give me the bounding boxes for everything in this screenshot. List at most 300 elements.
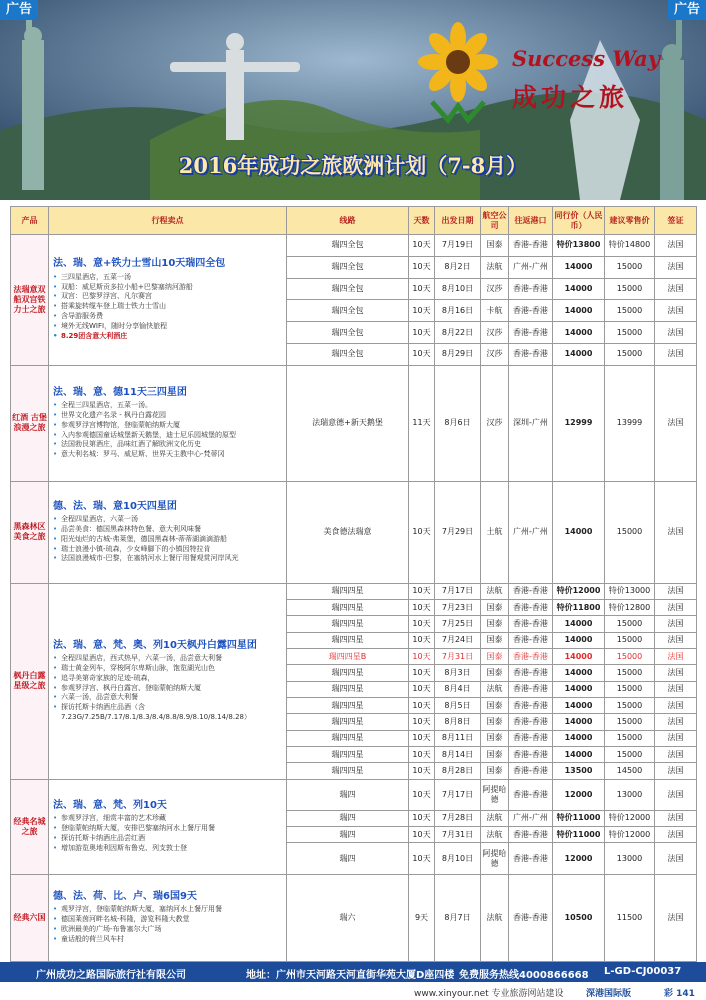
retail-cell: 特价12000 <box>605 810 655 826</box>
visa-cell: 法国 <box>655 730 697 746</box>
bullet-icon: • <box>53 401 58 410</box>
highlight-text: 双船：威尼斯贡多拉小船+巴黎塞纳河游船 <box>61 282 193 291</box>
visa-cell: 法国 <box>655 649 697 665</box>
airline-cell: 国泰 <box>481 616 509 632</box>
days-cell: 10天 <box>409 779 435 810</box>
table-row <box>11 365 697 481</box>
route-cell: 瑞四四星 <box>287 600 409 616</box>
days-cell: 10天 <box>409 300 435 322</box>
price-cell: 14000 <box>553 256 605 278</box>
bullet-icon: • <box>53 515 58 524</box>
highlight-item <box>53 332 282 342</box>
product-name: 经典六国 <box>11 874 49 961</box>
price-cell: 14000 <box>553 616 605 632</box>
footer-bar <box>0 962 706 982</box>
retail-cell: 特价14800 <box>605 235 655 257</box>
route-cell: 瑞四 <box>287 779 409 810</box>
company-name: 广州成功之路国际旅行社有限公司 <box>36 970 186 981</box>
date-cell: 7月17日 <box>435 779 481 810</box>
airline-cell: 国泰 <box>481 665 509 681</box>
highlight-text: 追寻美第奇家族的足迹-琉森， <box>61 673 155 682</box>
highlight-text: 瑞士浪漫小镇-琉森，少女峰脚下的小镇因特拉肯 <box>61 544 211 553</box>
port-cell: 香港-香港 <box>509 235 553 257</box>
highlight-text: 探访托斯卡纳酒庄品酒（含7.23G/7.25B/7.17/8.1/8.3/8.4/8.8/8.9/8.10/8.14/8.28） <box>61 703 251 721</box>
route-cell: 法瑞意德+新天鹅堡 <box>287 365 409 481</box>
airline-cell: 国泰 <box>481 763 509 779</box>
page-number: 彩 141 <box>664 989 695 999</box>
product-name: 红酒 古堡浪漫之旅 <box>11 365 49 481</box>
days-cell: 10天 <box>409 616 435 632</box>
price-cell: 特价11000 <box>553 810 605 826</box>
highlights-cell <box>49 235 287 366</box>
brand-name-en: Success Way <box>512 46 660 71</box>
highlight-text: 欧洲最美的广场-布鲁塞尔大广场 <box>61 925 162 934</box>
table-row <box>11 482 697 584</box>
port-cell: 香港-香港 <box>509 616 553 632</box>
highlight-text: 品尝美食：德国黑森林特色餐、意大利风味餐 <box>61 524 201 533</box>
highlight-text: 探访托斯卡纳酒庄品尝红酒 <box>61 833 145 842</box>
airline-cell: 法航 <box>481 583 509 599</box>
retail-cell: 15000 <box>605 665 655 681</box>
hotline: 免费服务热线4000866668 <box>459 970 589 981</box>
bullet-icon: • <box>53 663 58 672</box>
highlight-item <box>53 814 282 824</box>
retail-cell: 11500 <box>605 874 655 961</box>
price-cell: 特价12000 <box>553 583 605 599</box>
bullet-icon: • <box>53 814 58 823</box>
route-cell: 瑞四 <box>287 827 409 843</box>
highlights-title: 法、瑞、意+铁力士雪山10天瑞四全包 <box>53 258 226 270</box>
visa-cell: 法国 <box>655 235 697 257</box>
retail-cell: 15000 <box>605 322 655 344</box>
highlight-item <box>53 844 282 854</box>
bullet-icon: • <box>53 654 58 663</box>
product-name: 法瑞意双船双宫铁力士之旅 <box>11 235 49 366</box>
days-cell: 10天 <box>409 843 435 874</box>
header-port: 往返港口 <box>509 207 553 235</box>
visa-cell: 法国 <box>655 843 697 874</box>
route-cell: 瑞四 <box>287 843 409 874</box>
date-cell: 7月25日 <box>435 616 481 632</box>
port-cell: 香港-香港 <box>509 583 553 599</box>
route-cell: 美食德法瑞意 <box>287 482 409 584</box>
highlight-text: 意大利名城：罗马、威尼斯、世界天主教中心-梵蒂冈 <box>61 450 225 459</box>
retail-cell: 15000 <box>605 730 655 746</box>
days-cell: 10天 <box>409 665 435 681</box>
retail-cell: 15000 <box>605 632 655 648</box>
highlight-item <box>53 515 282 525</box>
retail-cell: 15000 <box>605 278 655 300</box>
highlight-item <box>53 525 282 535</box>
port-cell: 香港-香港 <box>509 763 553 779</box>
route-cell: 瑞四全包 <box>287 235 409 257</box>
header-highlights: 行程卖点 <box>49 207 287 235</box>
bullet-icon: • <box>53 524 58 533</box>
route-cell: 瑞四全包 <box>287 343 409 365</box>
bullet-icon: • <box>53 272 58 281</box>
visa-cell: 法国 <box>655 616 697 632</box>
highlight-text: 全程四星酒店，六菜一汤 <box>61 515 138 524</box>
product-name: 黑森林区美食之旅 <box>11 482 49 584</box>
bullet-icon: • <box>53 450 58 459</box>
plan-title: 2016年成功之旅欧洲计划（7-8月） <box>178 153 528 178</box>
highlight-item <box>53 273 282 283</box>
highlight-text: 双宫：巴黎罗浮宫、凡尔赛宫 <box>61 292 152 301</box>
days-cell: 10天 <box>409 746 435 762</box>
days-cell: 10天 <box>409 343 435 365</box>
bullet-icon: • <box>53 824 58 833</box>
days-cell: 10天 <box>409 827 435 843</box>
date-cell: 8月2日 <box>435 256 481 278</box>
highlight-item <box>53 654 282 664</box>
route-cell: 瑞四四星 <box>287 665 409 681</box>
airline-cell: 国泰 <box>481 730 509 746</box>
highlight-text: 观罗浮宫，登临蒙帕纳斯大厦，塞纳河水上餐厅用餐 <box>61 905 222 914</box>
date-cell: 7月31日 <box>435 827 481 843</box>
highlights-cell <box>49 482 287 584</box>
price-cell: 14000 <box>553 278 605 300</box>
website-text: www.xinyour.net 专业旅游网站建设 <box>414 989 564 999</box>
retail-cell: 15000 <box>605 482 655 584</box>
airline-cell: 阿提哈德 <box>481 779 509 810</box>
highlight-item <box>53 322 282 332</box>
port-cell: 深圳-广州 <box>509 365 553 481</box>
airline-cell: 国泰 <box>481 746 509 762</box>
highlight-text: 瑞士黄金列车，穿梭阿尔卑斯山脉，饱览湖光山色 <box>61 663 215 672</box>
bullet-icon: • <box>53 420 58 429</box>
port-cell: 香港-香港 <box>509 714 553 730</box>
highlight-item <box>53 554 282 564</box>
airline-cell: 国泰 <box>481 698 509 714</box>
header-airline: 航空公司 <box>481 207 509 235</box>
retail-cell: 15000 <box>605 649 655 665</box>
port-cell: 香港-香港 <box>509 730 553 746</box>
port-cell: 香港-香港 <box>509 665 553 681</box>
table-row <box>11 779 697 810</box>
port-cell: 香港-香港 <box>509 874 553 961</box>
route-cell: 瑞四四星 <box>287 763 409 779</box>
price-cell: 14000 <box>553 746 605 762</box>
route-cell: 瑞六 <box>287 874 409 961</box>
days-cell: 10天 <box>409 763 435 779</box>
highlight-item <box>53 421 282 431</box>
visa-cell: 法国 <box>655 482 697 584</box>
date-cell: 7月17日 <box>435 583 481 599</box>
port-cell: 香港-香港 <box>509 649 553 665</box>
retail-cell: 15000 <box>605 746 655 762</box>
bullet-icon: • <box>53 905 58 914</box>
date-cell: 8月8日 <box>435 714 481 730</box>
price-cell: 12999 <box>553 365 605 481</box>
highlights-title: 法、瑞、意、梵、奥、列10天枫丹白露四星团 <box>53 639 257 651</box>
highlight-item <box>53 664 282 674</box>
visa-cell: 法国 <box>655 746 697 762</box>
header-route: 线路 <box>287 207 409 235</box>
days-cell: 10天 <box>409 322 435 344</box>
route-cell: 瑞四四星 <box>287 698 409 714</box>
tour-body <box>11 235 697 962</box>
company-address: 地址：广州市天河路天河直街华苑大厦D座四楼 <box>246 970 455 981</box>
date-cell: 7月29日 <box>435 482 481 584</box>
visa-cell: 法国 <box>655 600 697 616</box>
days-cell: 10天 <box>409 649 435 665</box>
visa-cell: 法国 <box>655 365 697 481</box>
retail-cell: 特价12800 <box>605 600 655 616</box>
visa-cell: 法国 <box>655 779 697 810</box>
retail-cell: 15000 <box>605 616 655 632</box>
retail-cell: 13999 <box>605 365 655 481</box>
bullet-icon: • <box>53 321 58 330</box>
retail-cell: 14500 <box>605 763 655 779</box>
date-cell: 8月4日 <box>435 681 481 697</box>
price-cell: 14000 <box>553 300 605 322</box>
retail-cell: 特价13000 <box>605 583 655 599</box>
highlight-item <box>53 431 282 441</box>
price-cell: 特价11000 <box>553 827 605 843</box>
header-retail: 建议零售价 <box>605 207 655 235</box>
header-product: 产品 <box>11 207 49 235</box>
days-cell: 10天 <box>409 681 435 697</box>
ad-label-right: 广告 <box>668 0 706 20</box>
highlight-item <box>53 674 282 684</box>
port-cell: 香港-香港 <box>509 632 553 648</box>
highlight-item <box>53 935 282 945</box>
airline-cell: 国泰 <box>481 714 509 730</box>
banner <box>0 0 706 200</box>
airline-cell: 土航 <box>481 482 509 584</box>
highlight-text: 参观罗浮宫，细赏丰富的艺术珍藏 <box>61 814 166 823</box>
ad-label-left: 广告 <box>0 0 38 20</box>
highlights-title: 法、瑞、意、梵、列10天 <box>53 799 167 811</box>
highlights-title: 德、法、瑞、意10天四星团 <box>53 500 177 512</box>
visa-cell: 法国 <box>655 300 697 322</box>
highlight-text: 参观罗浮宫博物馆，登临蒙帕纳斯大厦 <box>61 420 180 429</box>
visa-cell: 法国 <box>655 256 697 278</box>
airline-cell: 国泰 <box>481 649 509 665</box>
airline-cell: 汉莎 <box>481 365 509 481</box>
route-cell: 瑞四全包 <box>287 278 409 300</box>
date-cell: 8月10日 <box>435 843 481 874</box>
visa-cell: 法国 <box>655 322 697 344</box>
highlight-item <box>53 411 282 421</box>
price-cell: 特价11800 <box>553 600 605 616</box>
edition-label: 深港国际版 <box>586 989 632 999</box>
bullet-icon: • <box>53 925 58 934</box>
highlight-text: 童话般的荷兰风车村 <box>61 934 124 943</box>
port-cell: 香港-香港 <box>509 300 553 322</box>
retail-cell: 15000 <box>605 681 655 697</box>
bullet-icon: • <box>53 411 58 420</box>
date-cell: 7月31日 <box>435 649 481 665</box>
date-cell: 8月5日 <box>435 698 481 714</box>
days-cell: 10天 <box>409 482 435 584</box>
bullet-icon: • <box>53 693 58 702</box>
bullet-icon: • <box>53 302 58 311</box>
days-cell: 10天 <box>409 714 435 730</box>
port-cell: 香港-香港 <box>509 843 553 874</box>
highlight-text: 法国勃艮第酒庄，品味红酒了解欧洲文化历史 <box>61 440 201 449</box>
date-cell: 7月28日 <box>435 810 481 826</box>
days-cell: 11天 <box>409 365 435 481</box>
highlight-item <box>53 545 282 555</box>
bullet-icon: • <box>53 915 58 924</box>
highlight-text: 增加游览奥地利因斯布鲁克、列支敦士登 <box>61 843 187 852</box>
airline-cell: 法航 <box>481 810 509 826</box>
bullet-icon: • <box>53 282 58 291</box>
retail-cell: 15000 <box>605 343 655 365</box>
highlight-text: 三四星酒店，五菜一汤 <box>61 272 131 281</box>
date-cell: 8月3日 <box>435 665 481 681</box>
table-row <box>11 235 697 257</box>
bullet-icon: • <box>53 833 58 842</box>
highlight-item <box>53 703 282 723</box>
table-header <box>11 207 697 235</box>
price-cell: 14000 <box>553 632 605 648</box>
price-cell: 14000 <box>553 649 605 665</box>
route-cell: 瑞四四星 <box>287 746 409 762</box>
bullet-icon: • <box>53 673 58 682</box>
visa-cell: 法国 <box>655 681 697 697</box>
days-cell: 10天 <box>409 600 435 616</box>
date-cell: 8月29日 <box>435 343 481 365</box>
bullet-icon: • <box>53 934 58 943</box>
port-cell: 香港-香港 <box>509 322 553 344</box>
license-number: L-GD-CJ00037 <box>604 966 682 977</box>
product-name: 经典名城之旅 <box>11 779 49 874</box>
port-cell: 广州-广州 <box>509 256 553 278</box>
port-cell: 香港-香港 <box>509 278 553 300</box>
highlight-text: 登临蒙帕纳斯大厦，安排巴黎塞纳河水上餐厅用餐 <box>61 824 215 833</box>
highlight-text: 六菜一汤，品尝意大利餐 <box>61 693 138 702</box>
product-name: 枫丹白露星级之旅 <box>11 583 49 779</box>
airline-cell: 卡航 <box>481 300 509 322</box>
airline-cell: 汉莎 <box>481 322 509 344</box>
highlight-text: 德国莱茵河畔名城-科隆，游览科隆大教堂 <box>61 915 190 924</box>
bullet-icon: • <box>53 430 58 439</box>
highlight-item <box>53 925 282 935</box>
highlight-item <box>53 535 282 545</box>
price-cell: 14000 <box>553 665 605 681</box>
retail-cell: 13000 <box>605 779 655 810</box>
route-cell: 瑞四 <box>287 810 409 826</box>
header-price: 同行价（人民币） <box>553 207 605 235</box>
price-cell: 14000 <box>553 322 605 344</box>
route-cell: 瑞四四星 <box>287 730 409 746</box>
port-cell: 香港-香港 <box>509 343 553 365</box>
visa-cell: 法国 <box>655 665 697 681</box>
retail-cell: 15000 <box>605 256 655 278</box>
visa-cell: 法国 <box>655 343 697 365</box>
port-cell: 香港-香港 <box>509 746 553 762</box>
highlight-item <box>53 283 282 293</box>
retail-cell: 15000 <box>605 300 655 322</box>
route-cell: 瑞四四星 <box>287 714 409 730</box>
visa-cell: 法国 <box>655 632 697 648</box>
highlight-item <box>53 834 282 844</box>
visa-cell: 法国 <box>655 874 697 961</box>
visa-cell: 法国 <box>655 714 697 730</box>
highlight-item <box>53 824 282 834</box>
port-cell: 香港-香港 <box>509 779 553 810</box>
visa-cell: 法国 <box>655 763 697 779</box>
retail-cell: 15000 <box>605 714 655 730</box>
airline-cell: 阿提哈德 <box>481 843 509 874</box>
highlight-text: 境外无线WIFI，随时分享愉快旅程 <box>61 321 168 330</box>
visa-cell: 法国 <box>655 278 697 300</box>
route-cell: 瑞四四星 <box>287 616 409 632</box>
highlights-cell <box>49 874 287 961</box>
route-cell: 瑞四全包 <box>287 322 409 344</box>
port-cell: 香港-香港 <box>509 827 553 843</box>
table-row <box>11 874 697 961</box>
price-cell: 14000 <box>553 343 605 365</box>
highlights-cell <box>49 583 287 779</box>
days-cell: 10天 <box>409 810 435 826</box>
days-cell: 10天 <box>409 235 435 257</box>
airline-cell: 汉莎 <box>481 343 509 365</box>
highlight-item <box>53 684 282 694</box>
date-cell: 8月16日 <box>435 300 481 322</box>
highlight-text: 阳光灿烂的古城-弗莱堡，德国黑森林-蒂蒂湖滴滴游船 <box>61 534 228 543</box>
airline-cell: 国泰 <box>481 632 509 648</box>
bullet-icon: • <box>53 292 58 301</box>
airline-cell: 汉莎 <box>481 278 509 300</box>
port-cell: 香港-香港 <box>509 698 553 714</box>
price-cell: 14000 <box>553 730 605 746</box>
days-cell: 10天 <box>409 278 435 300</box>
highlight-text: 含导游服务费 <box>61 312 103 321</box>
visa-cell: 法国 <box>655 583 697 599</box>
highlight-text: 法国浪漫城市-巴黎，在塞纳河水上餐厅用餐观赏河岸风光 <box>61 554 239 563</box>
retail-cell: 13000 <box>605 843 655 874</box>
airline-cell: 法航 <box>481 256 509 278</box>
date-cell: 8月7日 <box>435 874 481 961</box>
highlights-title: 法、瑞、意、德11天三四星团 <box>53 386 187 398</box>
highlights-cell <box>49 365 287 481</box>
date-cell: 8月6日 <box>435 365 481 481</box>
port-cell: 香港-香港 <box>509 681 553 697</box>
bullet-icon: • <box>53 843 58 852</box>
price-cell: 10500 <box>553 874 605 961</box>
site-line <box>0 985 706 1000</box>
date-cell: 8月28日 <box>435 763 481 779</box>
header-visa: 签证 <box>655 207 697 235</box>
bullet-icon: • <box>53 544 58 553</box>
highlight-item <box>53 440 282 450</box>
highlight-text: 全程三四星酒店，五菜一汤。 <box>61 401 152 410</box>
highlight-item <box>53 693 282 703</box>
highlight-item <box>53 302 282 312</box>
route-cell: 瑞四四星B <box>287 649 409 665</box>
days-cell: 9天 <box>409 874 435 961</box>
airline-cell: 法航 <box>481 874 509 961</box>
tour-table <box>10 206 697 962</box>
highlight-item <box>53 292 282 302</box>
days-cell: 10天 <box>409 583 435 599</box>
price-cell: 特价13800 <box>553 235 605 257</box>
table-row <box>11 583 697 599</box>
highlight-item <box>53 401 282 411</box>
days-cell: 10天 <box>409 730 435 746</box>
retail-cell: 特价12000 <box>605 827 655 843</box>
route-cell: 瑞四四星 <box>287 681 409 697</box>
highlight-text: 搭乘旋转缆车登上瑞士铁力士雪山 <box>61 302 166 311</box>
bullet-icon: • <box>53 312 58 321</box>
header-days: 天数 <box>409 207 435 235</box>
price-cell: 14000 <box>553 681 605 697</box>
airline-cell: 法航 <box>481 681 509 697</box>
route-cell: 瑞四全包 <box>287 256 409 278</box>
